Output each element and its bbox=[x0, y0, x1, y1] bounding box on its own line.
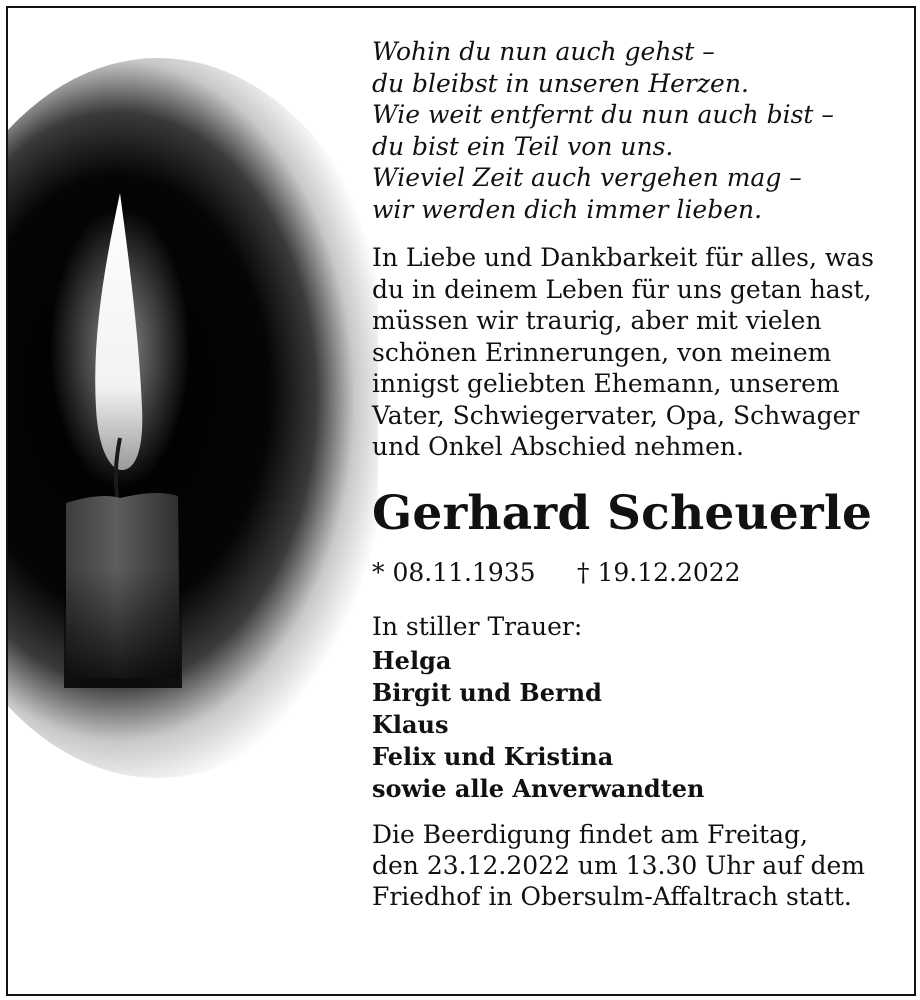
message-line: In Liebe und Dankbarkeit für alles, was bbox=[372, 243, 875, 272]
poem-line: Wieviel Zeit auch vergehen mag – bbox=[372, 163, 802, 192]
candle-image bbox=[8, 8, 378, 908]
poem-line: wir werden dich immer lieben. bbox=[372, 194, 763, 224]
message-line: und Onkel Abschied nehmen. bbox=[372, 432, 744, 461]
funeral-line: den 23.12.2022 um 13.30 Uhr auf dem bbox=[372, 850, 865, 880]
poem-line: du bist ein Teil von uns. bbox=[372, 131, 674, 161]
poem-line: du bleibst in unseren Herzen. bbox=[372, 68, 749, 98]
mourning-intro: In stiller Trauer: bbox=[372, 611, 583, 641]
deceased-name: Gerhard Scheuerle bbox=[372, 485, 873, 541]
message-line: Vater, Schwiegervater, Opa, Schwager bbox=[372, 400, 860, 430]
poem bbox=[372, 36, 912, 225]
mourner-name: Klaus bbox=[372, 709, 449, 739]
mourners-list bbox=[372, 645, 912, 805]
funeral-line: Die Beerdigung findet am Freitag, bbox=[372, 819, 808, 849]
obituary-notice bbox=[6, 6, 916, 996]
mourner-name: Felix und Kristina bbox=[372, 741, 614, 771]
birth-date: * 08.11.1935 bbox=[372, 557, 536, 587]
death-date: † 19.12.2022 bbox=[577, 557, 741, 587]
funeral-info bbox=[372, 819, 912, 912]
poem-line: Wie weit entfernt du nun auch bist – bbox=[372, 100, 834, 129]
message-line: innigst geliebten Ehemann, unserem bbox=[372, 369, 840, 398]
life-dates bbox=[372, 557, 912, 589]
message-line: müssen wir traurig, aber mit vielen bbox=[372, 306, 822, 335]
mourner-name: sowie alle Anverwandten bbox=[372, 773, 705, 803]
message-line: du in deinem Leben für uns getan hast, bbox=[372, 274, 872, 304]
funeral-line: Friedhof in Obersulm-Affaltrach statt. bbox=[372, 881, 852, 911]
message-paragraph bbox=[372, 242, 912, 463]
text-column bbox=[372, 36, 912, 912]
message-line: schönen Erinnerungen, von meinem bbox=[372, 337, 832, 367]
mourner-name: Helga bbox=[372, 645, 452, 675]
poem-line: Wohin du nun auch gehst – bbox=[372, 37, 715, 66]
mourner-name: Birgit und Bernd bbox=[372, 677, 602, 707]
